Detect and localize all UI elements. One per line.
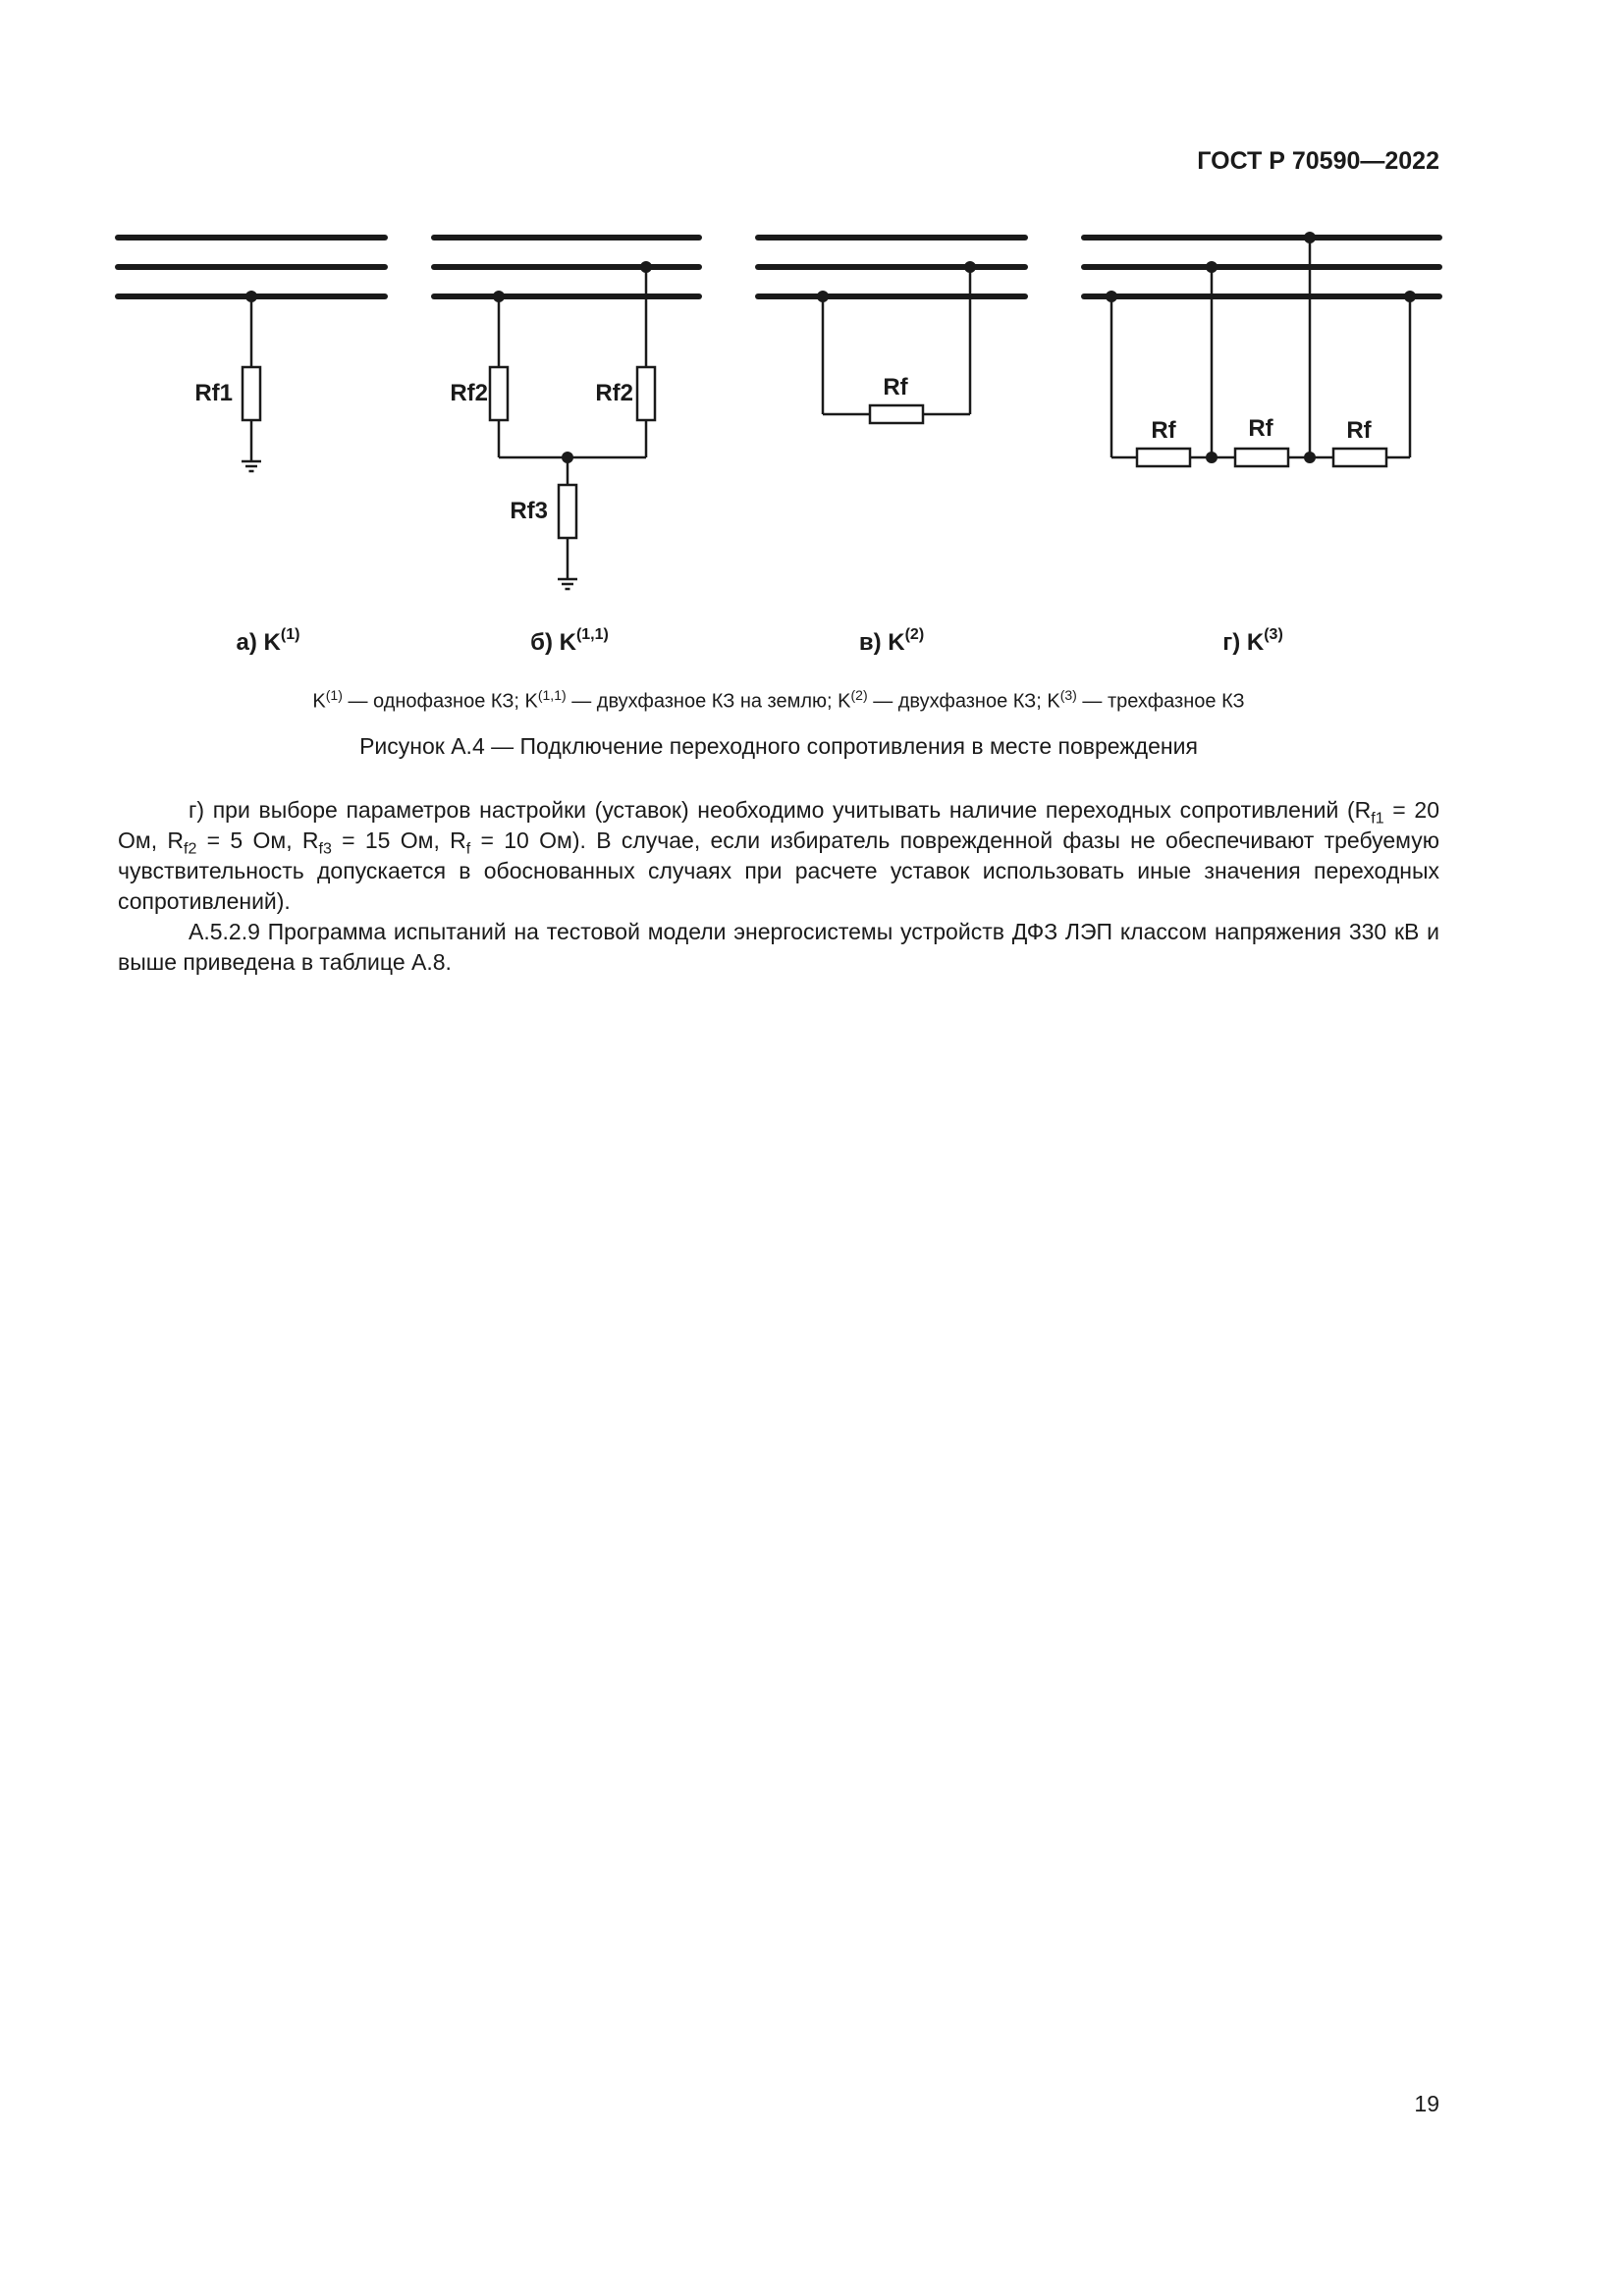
resistor-rf1: [243, 367, 260, 420]
diagram-g-busbars: [1084, 238, 1439, 296]
junction-dot: [640, 261, 652, 273]
resistor-label-rf1: Rf1: [194, 380, 233, 406]
resistor-label-rf-2: Rf: [1248, 415, 1273, 442]
diagram-b-busbars: [434, 238, 699, 296]
ground-icon: [558, 579, 577, 589]
ground-icon: [242, 461, 261, 471]
junction-dot: [1304, 232, 1316, 243]
paragraph-settings: г) при выборе параметров настройки (уставок) необходимо учитывать наличие переходных сопротивлений ($R_{f1} = 20$ Ом, $R_{f2} = 5$ Ом, $R_{f3} = 15$ Ом, $R_f = 10$ Ом). В случае, если избиратель поврежденной фазы не обеспечивают требуемую чувствительность допускается в обоснованных случаях при расчете уставок использовать иные значения переходных сопротивлений).: [118, 797, 1439, 914]
fault-connection-diagrams: [0, 0, 1624, 667]
diagram-v-busbars: [758, 238, 1025, 296]
diagram-g-label: г) $K^{(3)}$: [1222, 626, 1283, 656]
resistor-rf2-left: [490, 367, 508, 420]
junction-dot: [562, 452, 573, 463]
junction-dot: [964, 261, 976, 273]
junction-dot: [1106, 291, 1117, 302]
document-id: ГОСТ Р 70590—2022: [1197, 147, 1439, 175]
resistor-label-rf2-right: Rf2: [595, 380, 633, 406]
resistor-rf3: [559, 485, 576, 538]
junction-dot: [493, 291, 505, 302]
junction-dot: [817, 291, 829, 302]
resistor-label-rf2-left: Rf2: [450, 380, 488, 406]
diagram-b-label: б) K$^{(1,1)}$: [530, 626, 609, 656]
figure-legend: $K^{(1)}$ — однофазное КЗ; K$^{(1,1)}$ — двухфазное КЗ на землю; $K^{(2)}$ — двухфазное КЗ; $K^{(3)}$ — трехфазное КЗ: [312, 687, 1245, 713]
diagram-v: [758, 238, 1025, 656]
resistor-label-rf3: Rf3: [510, 498, 548, 524]
diagram-a-label: а) $K^{(1)}$: [236, 626, 300, 656]
diagram-v-label: в) $K^{(2)}$: [858, 626, 925, 656]
junction-dot: [245, 291, 257, 302]
resistor-label-rf-1: Rf: [1151, 417, 1176, 444]
junction-dot: [1404, 291, 1416, 302]
figure-caption: Рисунок А.4 — Подключение переходного сопротивления в месте повреждения: [359, 733, 1198, 759]
resistor-label-rf: Rf: [883, 374, 908, 400]
diagram-a-busbars: [118, 238, 385, 296]
resistor-rf-1: [1137, 449, 1190, 466]
resistor-label-rf-3: Rf: [1346, 417, 1372, 444]
paragraph-test-program: А.5.2.9 Программа испытаний на тестовой модели энергосистемы устройств ДФЗ ЛЭП классом напряжения 330 кВ и выше приведена в таблице А.8.: [118, 919, 1439, 975]
page-number: 19: [1414, 2091, 1439, 2116]
diagram-a: [118, 238, 385, 656]
junction-dot: [1304, 452, 1316, 463]
resistor-rf2-right: [637, 367, 655, 420]
diagram-g: [1084, 232, 1439, 656]
resistor-rf: [870, 405, 923, 423]
diagram-b: [434, 238, 699, 656]
junction-dot: [1206, 452, 1218, 463]
resistor-rf-2: [1235, 449, 1288, 466]
resistor-rf-3: [1333, 449, 1386, 466]
body-text: [118, 795, 1439, 978]
junction-dot: [1206, 261, 1218, 273]
